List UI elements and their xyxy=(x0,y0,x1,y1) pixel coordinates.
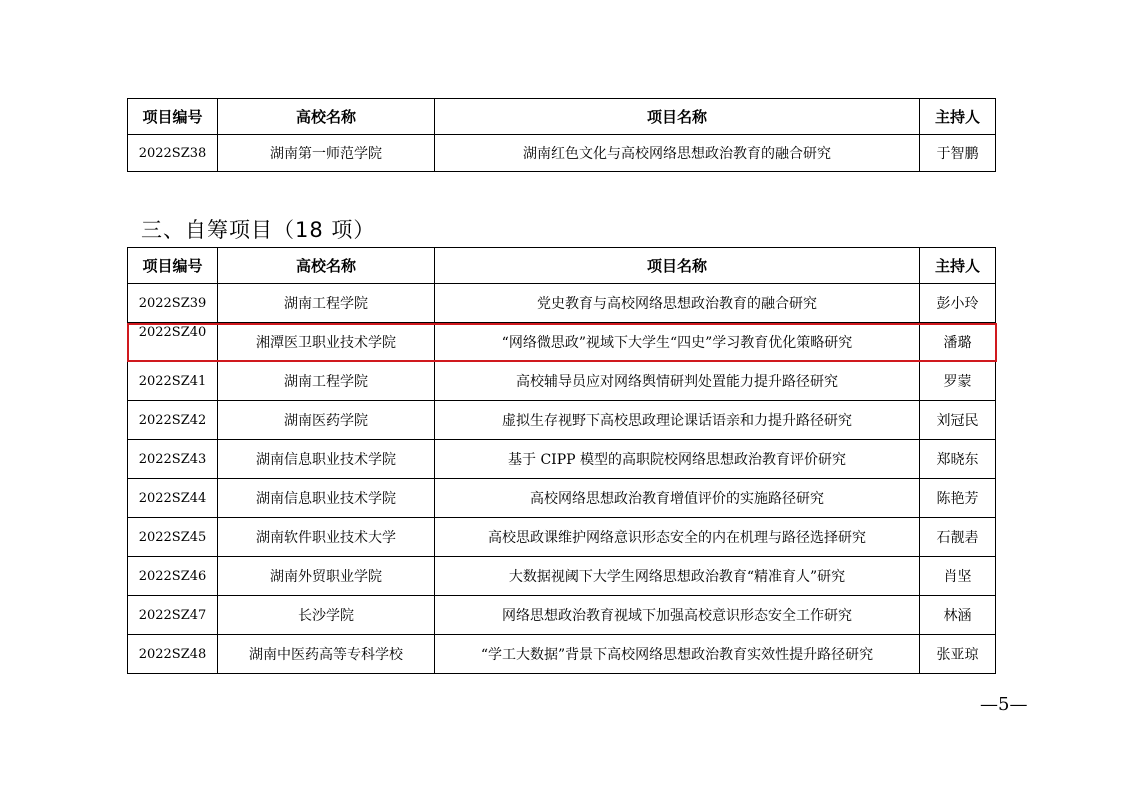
project-code-cell: 2022SZ48 xyxy=(128,635,218,674)
project-code-cell: 2022SZ43 xyxy=(128,440,218,479)
table-row xyxy=(128,635,996,674)
university-cell: 湖南软件职业技术大学 xyxy=(218,518,435,557)
table-row xyxy=(128,557,996,596)
header-project-code: 项目编号 xyxy=(128,99,218,135)
project-code-cell: 2022SZ41 xyxy=(128,362,218,401)
host-cell: 肖坚 xyxy=(920,557,996,596)
project-code-cell: 2022SZ39 xyxy=(128,284,218,323)
table-row-highlighted xyxy=(128,323,996,362)
project-code-cell: 2022SZ47 xyxy=(128,596,218,635)
header-project-name: 项目名称 xyxy=(435,248,920,284)
self-funded-project-table xyxy=(127,247,996,674)
project-code-cell: 2022SZ44 xyxy=(128,479,218,518)
university-cell: 湖南工程学院 xyxy=(218,362,435,401)
university-cell: 湖南工程学院 xyxy=(218,284,435,323)
host-cell: 于智鹏 xyxy=(920,135,996,172)
table-row xyxy=(128,596,996,635)
project-code-cell: 2022SZ45 xyxy=(128,518,218,557)
university-cell: 湖南第一师范学院 xyxy=(218,135,435,172)
header-project-name: 项目名称 xyxy=(435,99,920,135)
university-cell: 湖南外贸职业学院 xyxy=(218,557,435,596)
host-cell: 刘冠民 xyxy=(920,401,996,440)
project-code-cell: 2022SZ38 xyxy=(128,135,218,172)
project-name-cell: 高校辅导员应对网络舆情研判处置能力提升路径研究 xyxy=(435,362,920,401)
university-cell: 湖南医药学院 xyxy=(218,401,435,440)
header-university: 高校名称 xyxy=(218,248,435,284)
project-name-cell: “学工大数据”背景下高校网络思想政治教育实效性提升路径研究 xyxy=(435,635,920,674)
header-host: 主持人 xyxy=(920,99,996,135)
project-name-cell: “网络微思政”视域下大学生“四史”学习教育优化策略研究 xyxy=(435,323,920,362)
project-name-cell: 湖南红色文化与高校网络思想政治教育的融合研究 xyxy=(435,135,920,172)
section-heading: 三、自筹项目（18 项） xyxy=(141,218,376,242)
host-cell: 郑晓东 xyxy=(920,440,996,479)
header-host: 主持人 xyxy=(920,248,996,284)
university-cell: 湘潭医卫职业技术学院 xyxy=(218,323,435,362)
project-name-cell: 大数据视阈下大学生网络思想政治教育“精准育人”研究 xyxy=(435,557,920,596)
table-row xyxy=(128,518,996,557)
project-code-cell: 2022SZ46 xyxy=(128,557,218,596)
host-cell: 陈艳芳 xyxy=(920,479,996,518)
table-row xyxy=(128,135,996,172)
table-header-row xyxy=(128,99,996,135)
host-cell: 潘璐 xyxy=(920,323,996,362)
project-name-cell: 高校网络思想政治教育增值评价的实施路径研究 xyxy=(435,479,920,518)
university-cell: 湖南信息职业技术学院 xyxy=(218,479,435,518)
university-cell: 长沙学院 xyxy=(218,596,435,635)
project-name-cell: 党史教育与高校网络思想政治教育的融合研究 xyxy=(435,284,920,323)
project-name-cell: 虚拟生存视野下高校思政理论课话语亲和力提升路径研究 xyxy=(435,401,920,440)
host-cell: 林涵 xyxy=(920,596,996,635)
table-row xyxy=(128,284,996,323)
project-name-cell: 基于 CIPP 模型的高职院校网络思想政治教育评价研究 xyxy=(435,440,920,479)
project-name-cell: 网络思想政治教育视域下加强高校意识形态安全工作研究 xyxy=(435,596,920,635)
page-number: —5— xyxy=(980,694,1028,715)
project-code-cell: 2022SZ40 xyxy=(128,323,218,362)
header-project-code: 项目编号 xyxy=(128,248,218,284)
host-cell: 彭小玲 xyxy=(920,284,996,323)
project-code-cell: 2022SZ42 xyxy=(128,401,218,440)
table-row xyxy=(128,362,996,401)
university-cell: 湖南信息职业技术学院 xyxy=(218,440,435,479)
table-row xyxy=(128,479,996,518)
table-row xyxy=(128,401,996,440)
host-cell: 张亚琼 xyxy=(920,635,996,674)
host-cell: 石靓砉 xyxy=(920,518,996,557)
table-row xyxy=(128,440,996,479)
header-university: 高校名称 xyxy=(218,99,435,135)
university-cell: 湖南中医药高等专科学校 xyxy=(218,635,435,674)
project-name-cell: 高校思政课维护网络意识形态安全的内在机理与路径选择研究 xyxy=(435,518,920,557)
host-cell: 罗蒙 xyxy=(920,362,996,401)
project-table-continued xyxy=(127,98,996,172)
table-header-row xyxy=(128,248,996,284)
